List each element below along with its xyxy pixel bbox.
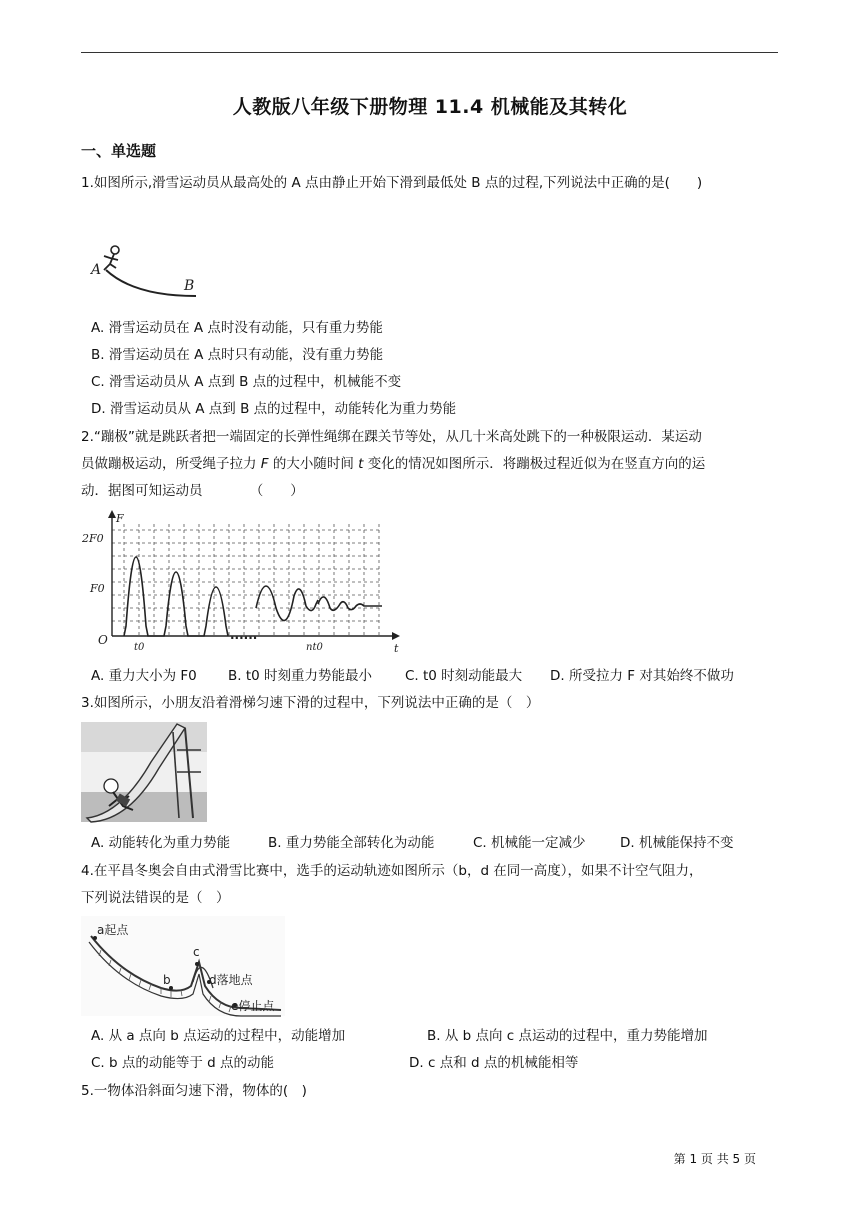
page-title: 人教版八年级下册物理 11.4 机械能及其转化 — [232, 96, 628, 118]
q3-slide-figure — [81, 722, 207, 822]
q2-option-b[interactable]: B. t0 时刻重力势能最小 — [228, 668, 373, 684]
q2-stem-line3: 动．据图可知运动员 （ ） — [81, 483, 304, 499]
q1-label-a: A — [91, 262, 102, 278]
q2-stem — [81, 424, 781, 505]
q1-option-b[interactable]: B. 滑雪运动员在 A 点时只有动能，没有重力势能 — [91, 347, 384, 363]
q2-graph-y-label: F — [116, 512, 124, 525]
q2-option-c[interactable]: C. t0 时刻动能最大 — [405, 668, 523, 684]
page-footer — [0, 1150, 860, 1167]
q4-label-b: b — [163, 973, 171, 987]
q4-ski-track-figure — [81, 916, 285, 1016]
q4-label-a: a起点 — [97, 923, 129, 937]
q2-graph-x-label: t — [394, 642, 399, 655]
q1-option-a[interactable]: A. 滑雪运动员在 A 点时没有动能，只有重力势能 — [91, 320, 383, 336]
q1-stem: 1.如图所示,滑雪运动员从最高处的 A 点由静止开始下滑到最低处 B 点的过程,下列说法中正确的是( ) — [81, 175, 703, 191]
q4-label-d: d落地点 — [209, 973, 253, 987]
q1-option-c[interactable]: C. 滑雪运动员从 A 点到 B 点的过程中，机械能不变 — [91, 374, 402, 390]
q3-option-d[interactable]: D. 机械能保持不变 — [620, 835, 734, 851]
header-rule — [81, 52, 778, 53]
q2-option-a[interactable]: A. 重力大小为 F0 — [91, 668, 197, 684]
q4-stem-line1: 4.在平昌冬奥会自由式滑雪比赛中，选手的运动轨迹如图所示（b，d 在同一高度），如果不计空气阻力， — [81, 863, 703, 879]
q3-option-c[interactable]: C. 机械能一定减少 — [473, 835, 586, 851]
q4-stem — [81, 858, 781, 912]
q2-var-t: t — [358, 456, 364, 472]
q2-stem-text-b: 的大小随时间 — [268, 456, 359, 472]
q2-stem-line2 — [81, 451, 781, 478]
q2-force-time-graph — [84, 508, 404, 656]
q5-stem: 5.一物体沿斜面匀速下滑，物体的( ) — [81, 1083, 307, 1099]
q3-option-a[interactable]: A. 动能转化为重力势能 — [91, 835, 231, 851]
q2-option-d[interactable]: D. 所受拉力 F 对其始终不做功 — [550, 668, 734, 684]
q4-label-c: c — [193, 945, 200, 959]
q1-option-d[interactable]: D. 滑雪运动员从 A 点到 B 点的过程中，动能转化为重力势能 — [91, 401, 457, 417]
page-number: 第 1 页 共 5 页 — [673, 1152, 756, 1166]
q2-stem-line1: 2.“蹦极”就是跳跃者把一端固定的长弹性绳绑在踝关节等处，从几十米高处跳下的一种极限运动．某运动 — [81, 429, 702, 445]
q4-option-a[interactable]: A. 从 a 点向 b 点运动的过程中，动能增加 — [91, 1028, 346, 1044]
q2-graph-y-tick-f0: F0 — [90, 582, 105, 595]
q1-ski-figure — [86, 238, 206, 306]
q2-graph-y-tick-2f0: 2F0 — [82, 532, 104, 545]
q2-var-f: F — [260, 456, 269, 472]
q4-stem-line2: 下列说法错误的是（ ） — [81, 890, 230, 906]
q4-label-e: e停止点 — [231, 999, 275, 1013]
q2-graph-x-tick-t0: t0 — [134, 642, 145, 653]
q4-option-b[interactable]: B. 从 b 点向 c 点运动的过程中，重力势能增加 — [427, 1028, 708, 1044]
q4-option-c[interactable]: C. b 点的动能等于 d 点的动能 — [91, 1055, 275, 1071]
q2-graph-dots: ...... — [230, 628, 258, 642]
q2-stem-text-c: 变化的情况如图所示．将蹦极过程近似为在竖直方向的运 — [363, 456, 706, 472]
q3-option-b[interactable]: B. 重力势能全部转化为动能 — [268, 835, 435, 851]
q2-stem-text-a: 员做蹦极运动，所受绳子拉力 — [81, 456, 261, 472]
q4-option-d[interactable]: D. c 点和 d 点的机械能相等 — [409, 1055, 579, 1071]
q1-label-b: B — [184, 278, 195, 294]
q2-graph-x-tick-nt0: nt0 — [306, 642, 323, 653]
q2-graph-origin: O — [98, 633, 108, 647]
section-heading: 一、单选题 — [81, 142, 157, 160]
q3-stem: 3.如图所示，小朋友沿着滑梯匀速下滑的过程中，下列说法中正确的是（ ） — [81, 695, 540, 711]
